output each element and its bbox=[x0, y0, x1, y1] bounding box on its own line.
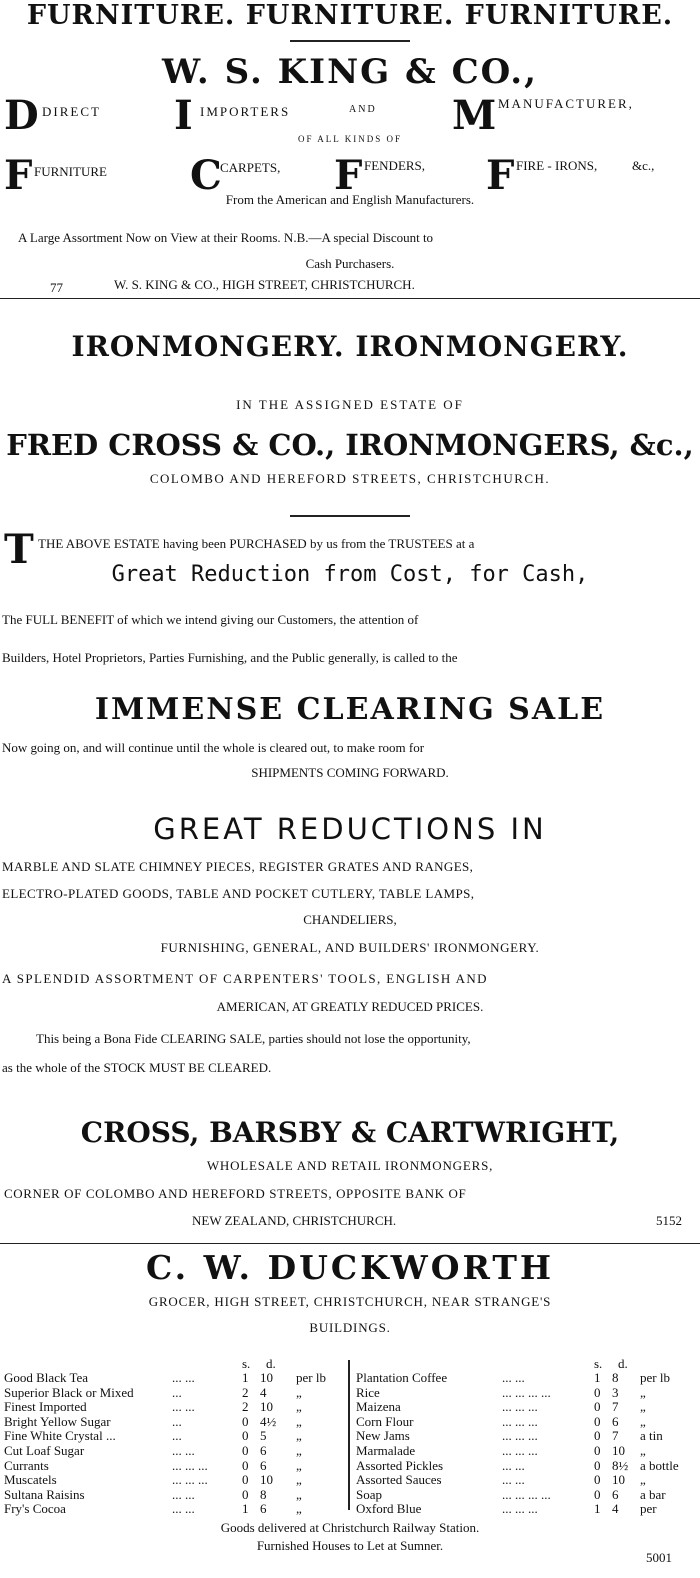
price-list-right bbox=[356, 1356, 696, 1516]
item-d: 8½ bbox=[612, 1457, 629, 1473]
item-name: Plantation Coffee bbox=[356, 1370, 448, 1385]
item-d: 8 bbox=[612, 1370, 619, 1385]
wholesale-retail: WHOLESALE AND RETAIL IRONMONGERS, bbox=[206, 1158, 494, 1173]
item-dots: ... ... ... bbox=[172, 1457, 208, 1473]
great-reductions-in: GREAT REDUCTIONS IN bbox=[153, 812, 547, 846]
item-name: Soap bbox=[356, 1486, 382, 1502]
now-going-on: Now going on, and will continue until the whole is cleared out, to make room for bbox=[2, 740, 425, 755]
item-name: Superior Black or Mixed bbox=[4, 1384, 134, 1400]
company-name-king: W. S. KING & CO., bbox=[162, 52, 538, 92]
great-reduction: Great Reduction from Cost, for Cash, bbox=[111, 562, 589, 587]
header-shillings: s. bbox=[594, 1356, 603, 1371]
word-fire-irons: FIRE - IRONS, bbox=[516, 158, 598, 173]
item-d: 8 bbox=[260, 1486, 267, 1502]
item-unit: „ bbox=[640, 1472, 646, 1488]
item-unit: „ bbox=[640, 1443, 646, 1458]
furniture-carpets-line: F FURNITURE C CARPETS, F FENDERS, F FIRE - IRONS, &c., bbox=[4, 152, 655, 199]
item-d: 4 bbox=[612, 1501, 619, 1517]
item-name: New Jams bbox=[356, 1428, 410, 1444]
item-name: Marmalade bbox=[356, 1443, 416, 1458]
item-dots: ... ... ... bbox=[502, 1428, 538, 1444]
item-s: 0 bbox=[242, 1413, 249, 1429]
item-unit: „ bbox=[296, 1384, 302, 1400]
item-unit: per bbox=[640, 1501, 657, 1517]
electro-plated: ELECTRO-PLATED GOODS, TABLE AND POCKET CUTLERY, TABLE LAMPS, bbox=[2, 886, 475, 901]
item-unit: „ bbox=[296, 1472, 302, 1488]
furnished-houses: Furnished Houses to Let at Sumner. bbox=[256, 1538, 444, 1553]
cash-purchasers: Cash Purchasers. bbox=[305, 256, 395, 271]
item-s: 2 bbox=[242, 1384, 249, 1400]
item-d: 7 bbox=[612, 1399, 619, 1415]
item-d: 6 bbox=[612, 1413, 619, 1429]
item-unit: „ bbox=[296, 1457, 302, 1473]
divider bbox=[290, 40, 410, 42]
item-d: 4½ bbox=[260, 1413, 277, 1429]
item-dots: ... ... ... ... bbox=[502, 1384, 551, 1400]
item-d: 5 bbox=[260, 1428, 267, 1444]
furnishing-general: FURNISHING, GENERAL, AND BUILDERS' IRONMONGERY. bbox=[160, 940, 540, 955]
item-s: 1 bbox=[594, 1501, 601, 1517]
ref-number-77: 77 bbox=[50, 280, 63, 295]
corner-colombo: CORNER OF COLOMBO AND HEREFORD STREETS, OPPOSITE BANK OF bbox=[4, 1186, 467, 1201]
furniture-banner: FURNITURE. FURNITURE. FURNITURE. bbox=[26, 0, 674, 31]
grocer-high-street: GROCER, HIGH STREET, CHRISTCHURCH, NEAR STRANGE'S bbox=[148, 1294, 552, 1309]
from-manufacturers: From the American and English Manufacturers. bbox=[225, 192, 475, 207]
item-unit: per lb bbox=[640, 1370, 670, 1385]
item-s: 0 bbox=[594, 1472, 601, 1488]
item-name: Fine White Crystal ... bbox=[4, 1428, 116, 1444]
item-dots: ... ... bbox=[172, 1443, 195, 1458]
item-name: Sultana Raisins bbox=[4, 1486, 85, 1502]
item-s: 0 bbox=[594, 1443, 601, 1458]
word-direct: DIRECT bbox=[42, 104, 101, 119]
item-unit: „ bbox=[640, 1413, 646, 1429]
marble-slate: MARBLE AND SLATE CHIMNEY PIECES, REGISTER GRATES AND RANGES, bbox=[2, 859, 474, 874]
item-unit: „ bbox=[296, 1443, 302, 1458]
item-unit: „ bbox=[296, 1501, 302, 1517]
item-unit: „ bbox=[296, 1399, 302, 1415]
word-carpets: CARPETS, bbox=[220, 160, 281, 175]
ref-number-5152: 5152 bbox=[656, 1213, 682, 1228]
ironmongery-banner: IRONMONGERY. IRONMONGERY. bbox=[71, 330, 629, 363]
item-dots: ... ... ... bbox=[502, 1413, 538, 1429]
item-d: 6 bbox=[612, 1486, 619, 1502]
section-rule bbox=[0, 298, 700, 299]
new-zealand-christchurch: NEW ZEALAND, CHRISTCHURCH. bbox=[192, 1213, 397, 1228]
item-name: Cut Loaf Sugar bbox=[4, 1443, 85, 1458]
item-s: 2 bbox=[242, 1399, 249, 1415]
item-name: Muscatels bbox=[4, 1472, 57, 1488]
item-unit: a bottle bbox=[640, 1457, 679, 1473]
item-dots: ... ... bbox=[172, 1399, 195, 1415]
item-dots: ... bbox=[172, 1428, 182, 1444]
item-d: 10 bbox=[260, 1472, 273, 1488]
item-unit: „ bbox=[296, 1486, 302, 1502]
goods-delivered: Goods delivered at Christchurch Railway Station. bbox=[220, 1520, 480, 1535]
header-pence: d. bbox=[266, 1356, 276, 1371]
ref-number-5001: 5001 bbox=[646, 1550, 672, 1565]
item-s: 1 bbox=[242, 1501, 249, 1517]
company-name-cross: FRED CROSS & CO., IRONMONGERS, &c., bbox=[6, 428, 694, 462]
column-divider bbox=[348, 1360, 350, 1510]
item-s: 0 bbox=[594, 1399, 601, 1415]
word-and: AND bbox=[349, 104, 377, 115]
stock-cleared: as the whole of the STOCK MUST BE CLEARED. bbox=[2, 1060, 272, 1075]
newspaper-page: FURNITURE. FURNITURE. FURNITURE. W. S. KING & CO., D DIRECT I IMPORTERS AND M MANUFACTURER, OF ALL KINDS OF F FURNITURE C CARPETS, F FENDERS, F FIRE - IRONS, &c., From the American and English Manufacturers. A Large Assortment Now on View at their Rooms. N.B.—A special Discount to Cash Purchasers. 77 W. S. KING & CO., HIGH STREET, CHRISTCHURCH. IRONMONGERY. IRONMONGERY. IN THE ASSIGNED ESTATE OF FRED CROSS & CO., IRONMONGERS, &c., COLOMBO AND HEREFORD STREETS, CHRISTCHURCH. T THE ABOVE ESTATE having been PURCHASED by us from the TRUSTEES at a Great Reduction from Cost, for Cash, The FULL BENEFIT of which we intend giving our Customers, the attention of Builders, Hotel Proprietors, Parties Furnishing, and the Public generally, is called to the IMMENSE CLEARING SALE Now going on, and will continue until the whole is cleared out, to make room for SHIPMENTS COMING FORWARD. GREAT REDUCTIONS IN MARBLE AND SLATE CHIMNEY PIECES, REGISTER GRATES AND RANGES, ELECTRO-PLATED GOODS, TABLE AND POCKET CUTLERY, TABLE LAMPS, CHANDELIERS, FURNISHING, GENERAL, AND BUILDERS' IRONMONGERY. A SPLENDID ASSORTMENT OF CARPENTERS' TOOLS, ENGLISH AND AMERICAN, AT GREATLY REDUCED PRICES. This being a Bona Fide CLEARING SALE, parties should not lose the opportunity, as the whole of the STOCK MUST BE CLEARED. CROSS, BARSBY & CARTWRIGHT, WHOLESALE AND RETAIL IRONMONGERS, CORNER OF COLOMBO AND HEREFORD STREETS, OPPOSITE BANK OF NEW ZEALAND, CHRISTCHURCH. 5152 C. W. DUCKWORTH GROCER, HIGH STREET, CHRISTCHURCH, NEAR STRANGE'S BUILDINGS. s. d. Good Black Tea ... ... 1 10 per lb Superior Black or Mixed ... 2 4 „ Finest Imported ... ... 2 10 „ Bright Yellow Sugar ... 0 4½ „ Fine White Crystal ... ... 0 5 „ Cut Loaf Sugar ... ... 0 6 „ Currants ... ... ... 0 6 „ Muscatels ... ... ... 0 10 „ Sultana Raisins ... ... 0 8 „ Fry's Cocoa ... ... 1 6 „ s. d. Plantation Coffee ... ... 1 8 per lb Rice ... ... ... ... 0 3 „ Maizena ... ... ... 0 7 „ Corn Flour ... ... ... 0 6 „ New Jams ... ... ... 0 7 a tin Marmalade ... ... ... 0 10 „ Assorted Pickles ... ... 0 8½ a bottle Assorted Sauces ... ... 0 10 „ Soap ... ... ... ... 0 6 a bar Oxford Blue ... ... ... 1 4 per Goods delivered at Christchurch Railway Station. Furnished Houses to Let at Sumner. 5001 bbox=[0, 0, 700, 1578]
item-d: 10 bbox=[260, 1370, 273, 1385]
buildings: BUILDINGS. bbox=[309, 1320, 391, 1335]
assigned-estate: IN THE ASSIGNED ESTATE OF bbox=[236, 397, 464, 412]
item-name: Fry's Cocoa bbox=[4, 1501, 66, 1517]
divider bbox=[290, 515, 410, 517]
item-dots: ... ... bbox=[172, 1370, 195, 1385]
item-d: 10 bbox=[260, 1399, 273, 1415]
item-unit: a bar bbox=[640, 1486, 666, 1502]
item-s: 1 bbox=[242, 1370, 249, 1385]
cross-barsby-cartwright: CROSS, BARSBY & CARTWRIGHT, bbox=[80, 1116, 620, 1149]
item-name: Currants bbox=[4, 1457, 49, 1473]
item-dots: ... bbox=[172, 1384, 182, 1400]
item-d: 10 bbox=[612, 1472, 625, 1488]
colombo-hereford: COLOMBO AND HEREFORD STREETS, CHRISTCHURCH. bbox=[149, 471, 551, 486]
of-all-kinds: OF ALL KINDS OF bbox=[298, 134, 402, 144]
item-s: 0 bbox=[594, 1457, 601, 1473]
item-name: Finest Imported bbox=[4, 1399, 87, 1415]
item-dots: ... ... ... bbox=[172, 1472, 208, 1488]
builders-line: Builders, Hotel Proprietors, Parties Furnishing, and the Public generally, is called to the bbox=[2, 650, 458, 665]
splendid-assortment: A SPLENDID ASSORTMENT OF CARPENTERS' TOOLS, ENGLISH AND bbox=[2, 971, 488, 986]
immense-clearing-sale: IMMENSE CLEARING SALE bbox=[94, 692, 606, 727]
item-name: Maizena bbox=[356, 1399, 401, 1415]
header-shillings: s. bbox=[242, 1356, 251, 1371]
item-s: 0 bbox=[594, 1384, 601, 1400]
item-dots: ... ... bbox=[502, 1472, 525, 1488]
item-d: 7 bbox=[612, 1428, 619, 1444]
bona-fide: This being a Bona Fide CLEARING SALE, parties should not lose the opportunity, bbox=[36, 1031, 471, 1046]
item-dots: ... ... bbox=[502, 1370, 525, 1385]
item-name: Assorted Sauces bbox=[356, 1472, 442, 1488]
item-unit: per lb bbox=[296, 1370, 326, 1385]
item-name: Corn Flour bbox=[356, 1413, 414, 1429]
item-s: 0 bbox=[242, 1443, 249, 1458]
item-unit: „ bbox=[296, 1428, 302, 1444]
shipments-coming: SHIPMENTS COMING FORWARD. bbox=[251, 765, 449, 780]
item-unit: „ bbox=[296, 1413, 302, 1429]
item-s: 1 bbox=[594, 1370, 601, 1385]
item-dots: ... ... ... ... bbox=[502, 1486, 551, 1502]
item-dots: ... ... ... bbox=[502, 1399, 538, 1415]
full-benefit: The FULL BENEFIT of which we intend giving our Customers, the attention of bbox=[2, 612, 419, 627]
item-dots: ... ... bbox=[172, 1486, 195, 1502]
item-d: 6 bbox=[260, 1501, 267, 1517]
word-etc: &c., bbox=[632, 158, 655, 173]
item-dots: ... ... bbox=[502, 1457, 525, 1473]
american-reduced: AMERICAN, AT GREATLY REDUCED PRICES. bbox=[216, 999, 484, 1014]
item-unit: „ bbox=[640, 1384, 646, 1400]
item-name: Assorted Pickles bbox=[356, 1457, 444, 1473]
item-name: Bright Yellow Sugar bbox=[4, 1413, 111, 1429]
item-s: 0 bbox=[242, 1486, 249, 1502]
item-s: 0 bbox=[242, 1428, 249, 1444]
item-d: 3 bbox=[612, 1384, 619, 1400]
chandeliers: CHANDELIERS, bbox=[303, 912, 397, 927]
word-fenders: FENDERS, bbox=[364, 158, 426, 173]
item-name: Rice bbox=[356, 1384, 380, 1400]
estate-purchased: THE ABOVE ESTATE having been PURCHASED by us from the TRUSTEES at a bbox=[38, 536, 475, 551]
item-dots: ... ... bbox=[172, 1501, 195, 1517]
item-unit: a tin bbox=[640, 1428, 663, 1444]
item-dots: ... ... ... bbox=[502, 1443, 538, 1458]
item-d: 6 bbox=[260, 1457, 267, 1473]
item-dots: ... ... ... bbox=[502, 1501, 538, 1517]
assortment-line: A Large Assortment Now on View at their Rooms. N.B.—A special Discount to bbox=[18, 230, 434, 245]
item-name: Oxford Blue bbox=[356, 1501, 422, 1517]
word-furniture: FURNITURE bbox=[34, 164, 107, 179]
item-unit: „ bbox=[640, 1399, 646, 1415]
word-manufacturer: MANUFACTURER, bbox=[498, 96, 634, 111]
item-d: 4 bbox=[260, 1384, 267, 1400]
word-importers: IMPORTERS bbox=[200, 104, 291, 119]
item-dots: ... bbox=[172, 1413, 182, 1429]
price-list-left bbox=[4, 1356, 344, 1516]
header-pence: d. bbox=[618, 1356, 628, 1371]
item-s: 0 bbox=[594, 1413, 601, 1429]
item-s: 0 bbox=[242, 1472, 249, 1488]
king-address: W. S. KING & CO., HIGH STREET, CHRISTCHURCH. bbox=[114, 277, 415, 292]
item-s: 0 bbox=[594, 1486, 601, 1502]
item-s: 0 bbox=[594, 1428, 601, 1444]
item-d: 6 bbox=[260, 1443, 267, 1458]
section-rule bbox=[0, 1243, 700, 1244]
item-d: 10 bbox=[612, 1443, 625, 1458]
item-s: 0 bbox=[242, 1457, 249, 1473]
direct-importers-line: D DIRECT I IMPORTERS AND M MANUFACTURER, bbox=[4, 92, 634, 139]
item-name: Good Black Tea bbox=[4, 1370, 89, 1385]
duckworth-name: C. W. DUCKWORTH bbox=[145, 1248, 555, 1287]
